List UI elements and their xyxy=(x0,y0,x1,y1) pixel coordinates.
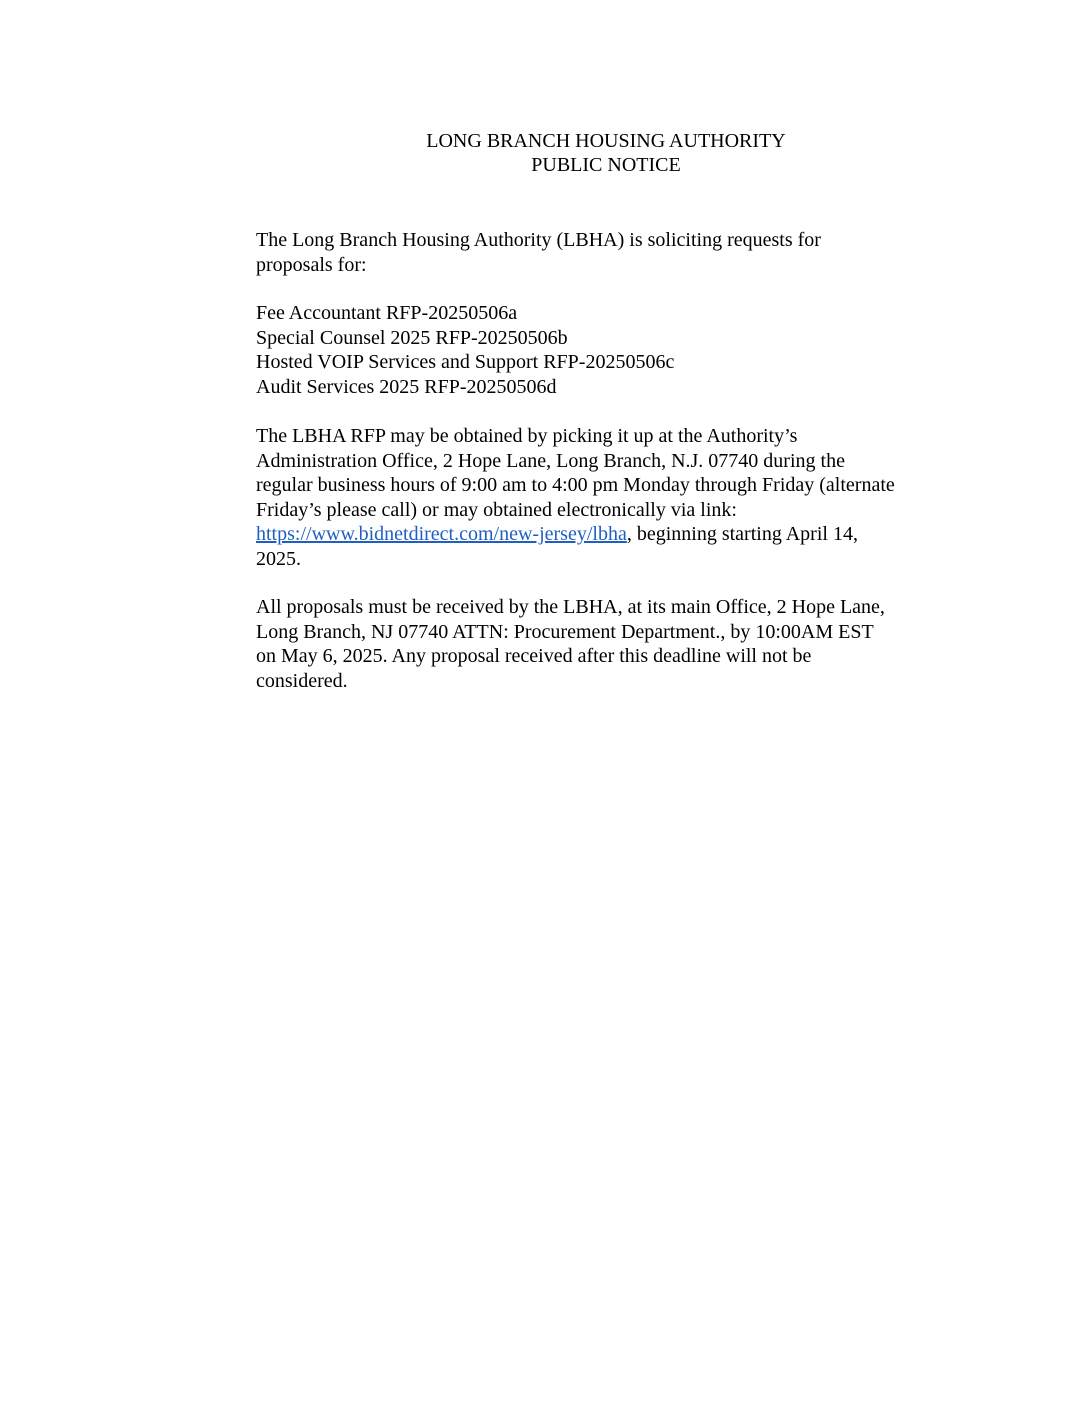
notice-header xyxy=(256,129,956,177)
obtain-line: The LBHA RFP may be obtained by picking it up at the Authority’s xyxy=(256,425,798,447)
deadline-paragraph xyxy=(256,595,956,693)
deadline-line: considered. xyxy=(256,669,348,692)
intro-line: proposals for: xyxy=(256,253,367,276)
obtain-line: Administration Office, 2 Hope Lane, Long Branch, N.J. 07740 during the xyxy=(256,449,845,472)
deadline-line: All proposals must be received by the LBHA, at its main Office, 2 Hope Lane, xyxy=(256,596,885,618)
rfp-item-hosted-voip: Hosted VOIP Services and Support RFP-20250506c xyxy=(256,351,675,373)
obtain-line: 2025. xyxy=(256,547,301,570)
deadline-line: Long Branch, NJ 07740 ATTN: Procurement Department., by 10:00AM EST xyxy=(256,620,874,643)
intro-paragraph xyxy=(256,228,956,277)
rfp-item-fee-accountant: Fee Accountant RFP-20250506a xyxy=(256,302,518,324)
obtain-line: Friday’s please call) or may obtained electronically via link: xyxy=(256,498,737,521)
deadline-line: on May 6, 2025. Any proposal received after this deadline will not be xyxy=(256,645,812,667)
rfp-item-special-counsel: Special Counsel 2025 RFP-20250506b xyxy=(256,326,568,349)
rfp-list xyxy=(256,301,956,399)
obtain-line-with-link xyxy=(256,522,956,547)
obtain-line-suffix: , beginning starting April 14, xyxy=(626,523,858,545)
intro-line: The Long Branch Housing Authority (LBHA) is soliciting requests for xyxy=(256,229,821,251)
obtain-line: regular business hours of 9:00 am to 4:00 pm Monday through Friday (alternate xyxy=(256,474,895,496)
notice-title: PUBLIC NOTICE xyxy=(531,154,681,176)
rfp-item-audit-services: Audit Services 2025 RFP-20250506d xyxy=(256,375,557,398)
bidnet-link[interactable]: https://www.bidnetdirect.com/new-jersey/lbha xyxy=(256,523,627,545)
obtain-paragraph xyxy=(256,424,956,571)
organization-title: LONG BRANCH HOUSING AUTHORITY xyxy=(426,130,786,152)
